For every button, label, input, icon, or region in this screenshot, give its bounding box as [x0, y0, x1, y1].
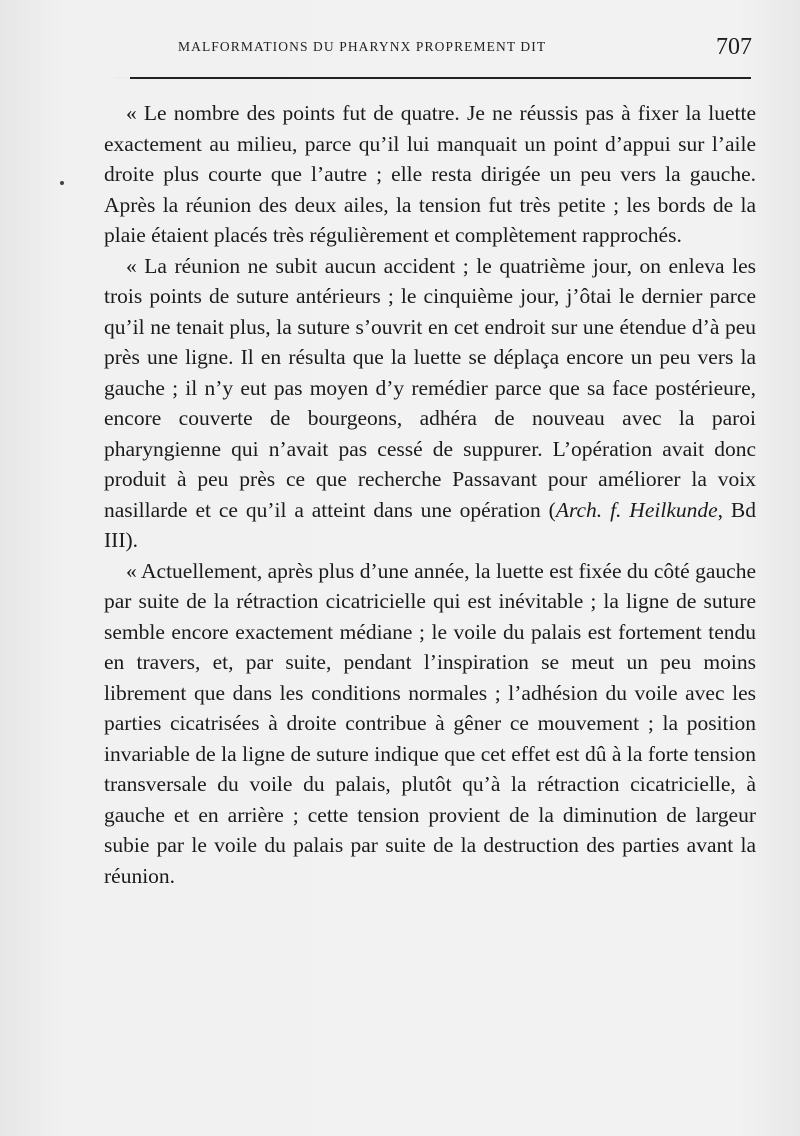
paragraph-1: « Le nombre des points fut de quatre. Je ne réussis pas à fixer la luette exactement au milieu, parce qu’il lui manquait un point d’appui sur l’aile droite plus courte que l’autre ; elle resta dirigée un peu vers la gauche. Après la réunion des deux ailes, la tension fut très petite ; les bords de la plaie étaient placés très régulièrement et complètement rapprochés.	[104, 101, 756, 247]
running-title: MALFORMATIONS DU PHARYNX PROPREMENT DIT	[178, 39, 547, 54]
paragraph-3: « Actuellement, après plus d’une année, la luette est fixée du côté gauche par suite de la rétraction cicatricielle qui est inévitable ; la ligne de suture semble encore exactement médiane ; le voile du palais est fortement tendu en travers, et, par suite, pendant l’inspiration se meut un peu moins librement que dans les conditions normales ; l’adhésion du voile avec les parties cicatrisées à droite contribue à gêner ce mouvement ; la position invariable de la ligne de suture indique que cet effet est dû à la forte tension transversale du voile du palais, plutôt qu’à la rétraction cicatricielle, à gauche et en arrière ; cette tension provient de la diminution de largeur subie par le voile du palais par suite de la destruction des parties avant la réunion.	[104, 558, 756, 888]
margin-speck	[60, 181, 64, 185]
body-text	[104, 98, 756, 891]
paragraph-2-text: « La réunion ne subit aucun accident ; le quatrième jour, on enleva les trois points de suture antérieurs ; le cinquième jour, j’ôtai le dernier parce qu’il ne tenait plus, la suture s’ouvrit en cet endroit sur une étendue d’à peu près une ligne. Il en résulta que la luette se déplaça encore un peu vers la gauche ; il n’y eut pas moyen d’y remédier parce que sa face postérieure, encore couverte de bourgeons, adhéra de nouveau avec la paroi pharyngienne qui n’avait pas cessé de suppurer. L’opération avait donc produit à peu près ce que recherche Passavant pour améliorer la voix nasillarde et ce qu’il a atteint dans une opération (	[104, 253, 756, 522]
page-number: 707	[716, 34, 752, 60]
header-rule	[114, 77, 751, 79]
paragraph-2	[104, 251, 756, 556]
header-rule-gap	[114, 77, 130, 79]
citation-title: Arch. f. Heilkunde	[555, 497, 718, 522]
paragraph-2-end: , Bd III).	[104, 497, 757, 552]
page-header	[178, 36, 752, 66]
